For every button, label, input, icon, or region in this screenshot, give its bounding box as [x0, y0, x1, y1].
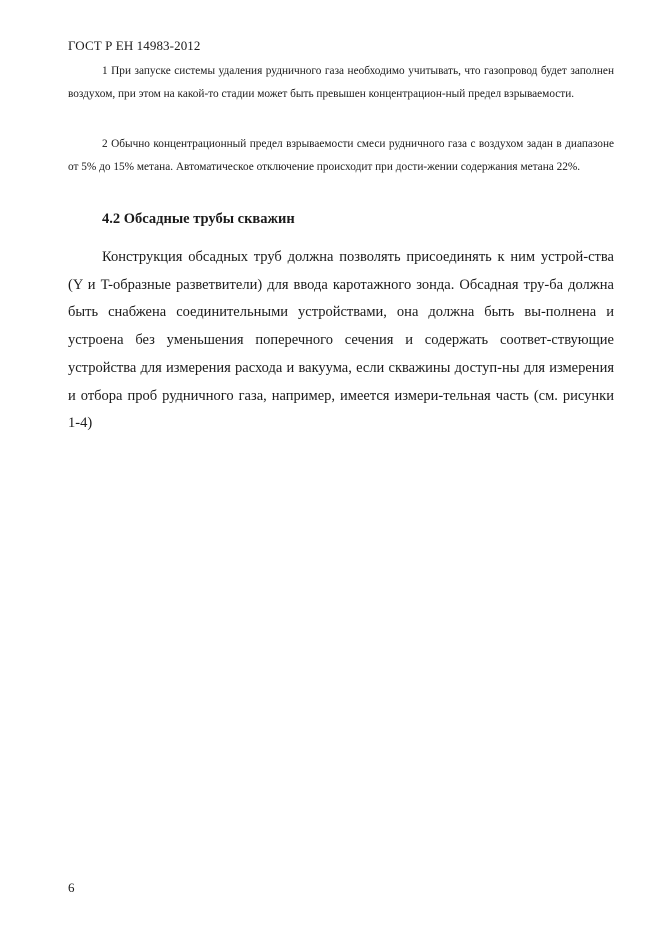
page-number: 6: [68, 880, 75, 895]
section-title: 4.2 Обсадные трубы скважин: [102, 211, 295, 227]
note-1-text: 1 При запуске системы удаления рудничного газа необходимо учитывать, что газопровод будет заполнен воздухом, при этом на какой-то стадии может быть превышен концентрацион-ный предел взрываемости.: [68, 65, 614, 100]
section-paragraph: Конструкция обсадных труб должна позволять присоединять к ним устрой-ства (Y и T-образные разветвители) для ввода каротажного зонда. Обсадная тру-ба должна быть снабжена соединительными устройствами, она должна быть вы-полнена и устроена без уменьшения поперечного сечения и содержать соответ-ствующие устройства для измерения расхода и вакуума, если скважины доступ-ны для измерения и отбора проб рудничного газа, например, имеется измери-тельная часть (см. рисунки 1-4): [68, 249, 614, 432]
section-body: [68, 244, 614, 438]
note-2-text: 2 Обычно концентрационный предел взрываемости смеси рудничного газа с воздухом задан в диапазоне от 5% до 15% метана. Автоматическое отключение происходит при дости-жении содержания метана 22%.: [68, 138, 614, 173]
note-2: [68, 133, 614, 179]
note-1: [68, 60, 614, 106]
document-header: ГОСТ Р ЕН 14983-2012: [68, 38, 201, 53]
